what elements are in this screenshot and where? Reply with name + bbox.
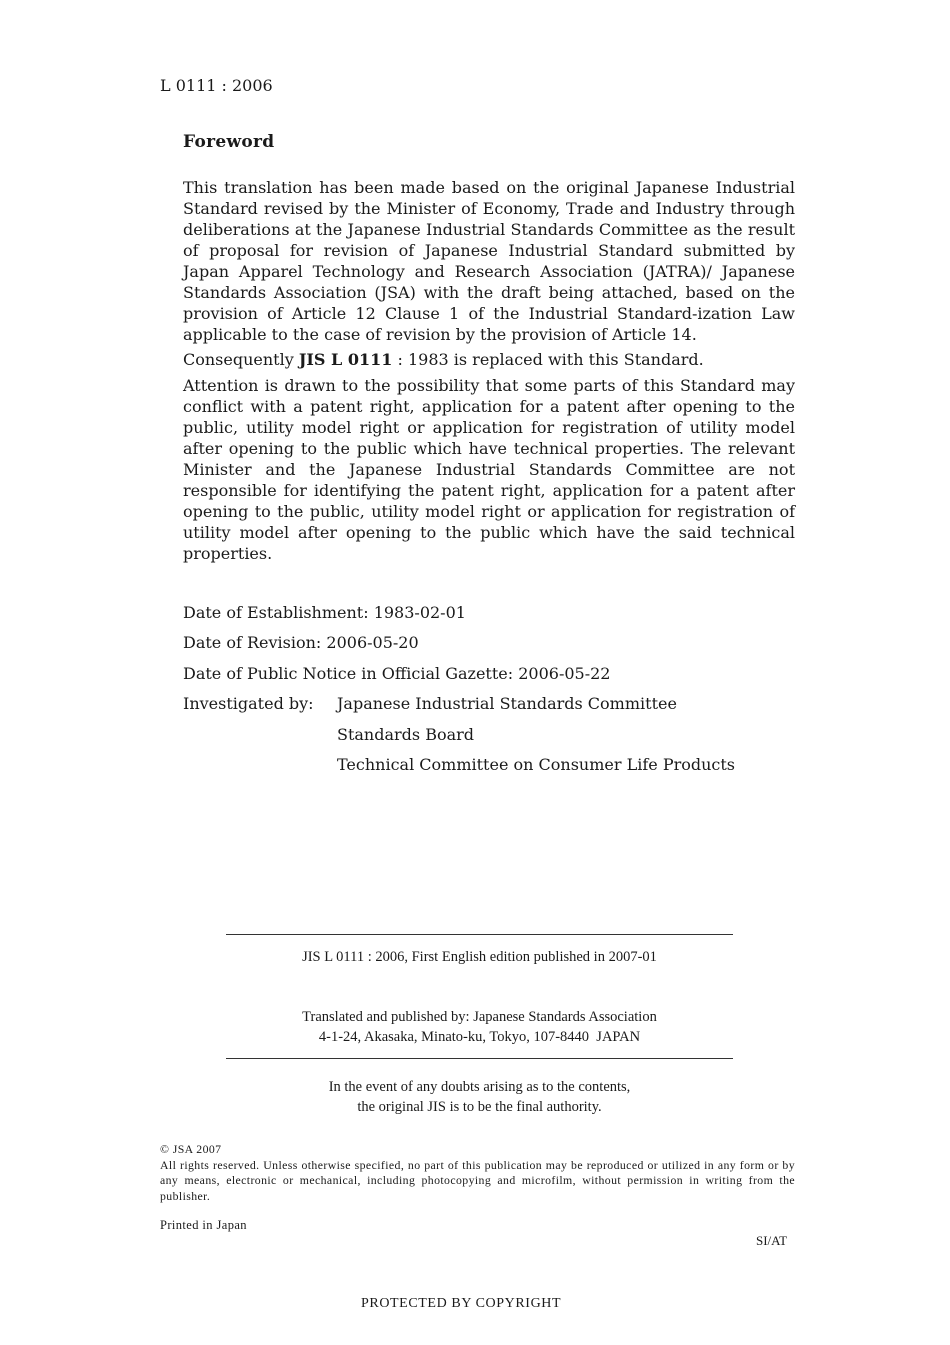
publisher-block [226, 1007, 733, 1047]
copyright-block [160, 1142, 795, 1204]
document-number: L 0111 : 2006 [160, 76, 273, 95]
foreword-paragraph-2 [183, 349, 795, 370]
printed-in: Printed in Japan [160, 1218, 247, 1232]
disclaimer-block [226, 1077, 733, 1117]
divider-top [226, 934, 733, 935]
copyright-line: © JSA 2007 [160, 1142, 222, 1156]
protected-notice: PROTECTED BY COPYRIGHT [361, 1296, 562, 1311]
investigated-by-row [183, 694, 677, 713]
publisher-address: 4-1-24, Akasaka, Minato-ku, Tokyo, 107-8440 JAPAN [318, 1029, 641, 1045]
investigator-technical-committee: Technical Committee on Consumer Life Products [337, 755, 736, 774]
edition-line: JIS L 0111 : 2006, First English edition published in 2007-01 [302, 949, 657, 965]
foreword-heading: Foreword [183, 132, 275, 152]
committee-code: SI/AT [756, 1233, 788, 1248]
foreword-paragraph-1: This translation has been made based on the original Japanese Industrial Standard revised by the Minister of Economy, Trade and Industry through deliberations at the Japanese Industrial Standards Committee as the result of proposal for revision of Japanese Industrial Standard submitted by Japan Apparel Technology and Research Association (JATRA)/ Japanese Standards Association (JSA) with the draft being attached, based on the provision of Article 12 Clause 1 of the Industrial Standard-ization Law applicable to the case of revision by the provision of Article 14. [183, 178, 795, 344]
date-of-revision: Date of Revision: 2006-05-20 [183, 633, 419, 652]
investigator-board: Standards Board [337, 725, 475, 744]
paragraph-2-suffix: : 1983 is replaced with this Standard. [392, 350, 704, 369]
standard-reference: JIS L 0111 [298, 350, 393, 369]
divider-bottom [226, 1058, 733, 1059]
rights-statement: All rights reserved. Unless otherwise specified, no part of this publication may be reproduced or utilized in any form or by any means, electronic or mechanical, including photocopying and microfilm, without permission in writing from the publisher. [160, 1157, 795, 1203]
foreword-paragraph-3: Attention is drawn to the possibility that some parts of this Standard may conflict with a patent right, application for a patent after opening to the public, utility model right or application for registration of utility model after opening to the public which have technical properties. The relevant Minister and the Japanese Industrial Standards Committee are not responsible for identifying the patent right, application for a patent after opening to the public, utility model right or application for registration of utility model after opening to the public which have the said technical properties. [183, 376, 795, 563]
disclaimer-line-2: the original JIS is to be the final authority. [357, 1099, 602, 1115]
date-of-public-notice: Date of Public Notice in Official Gazette: 2006-05-22 [183, 664, 611, 683]
paragraph-2-prefix: Consequently [183, 350, 299, 369]
disclaimer-line-1: In the event of any doubts arising as to the contents, [328, 1079, 631, 1095]
investigated-by-label: Investigated by: [183, 694, 314, 713]
investigator-committee: Japanese Industrial Standards Committee [337, 694, 677, 713]
publisher-line-1: Translated and published by: Japanese Standards Association [302, 1009, 657, 1025]
date-of-establishment: Date of Establishment: 1983-02-01 [183, 603, 466, 622]
